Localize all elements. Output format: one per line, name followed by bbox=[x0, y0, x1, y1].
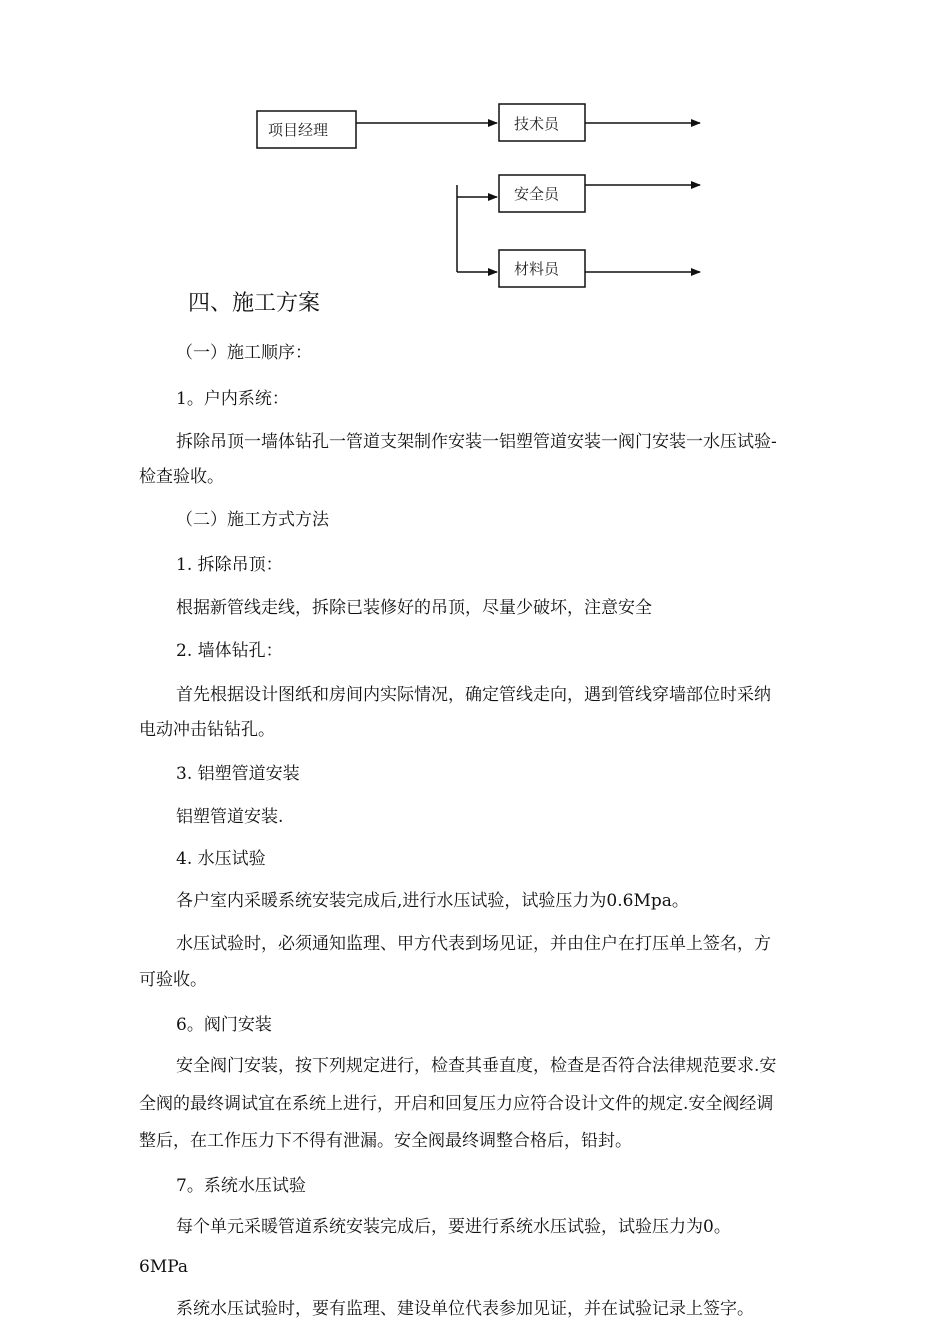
item-household-text-1: 拆除吊顶一墙体钻孔一管道支架制作安装一铝塑管道安装一阀门安装一水压试验- bbox=[176, 432, 777, 452]
item-household-text-2: 检查验收。 bbox=[139, 467, 224, 487]
safety-label: 安全员 bbox=[514, 185, 560, 203]
method2-title: 2. 墙体钻孔： bbox=[176, 641, 283, 661]
method6-text-2: 全阀的最终调试宜在系统上进行，开启和回复压力应符合设计文件的规定.安全阀经调 bbox=[139, 1094, 774, 1114]
item-household-title: 1。户内系统： bbox=[176, 389, 289, 409]
method7-title: 7。系统水压试验 bbox=[176, 1176, 306, 1196]
method7-text2: 系统水压试验时，要有监理、建设单位代表参加见证，并在试验记录上签字。 bbox=[176, 1299, 754, 1319]
method1-text: 根据新管线走线，拆除已装修好的吊顶，尽量少破坏，注意安全 bbox=[176, 598, 652, 618]
org-chart bbox=[0, 0, 950, 290]
subheading-methods: （二）施工方式方法 bbox=[176, 510, 329, 530]
section-title: 四、施工方案 bbox=[188, 291, 321, 316]
method3-title: 3. 铝塑管道安装 bbox=[176, 764, 300, 784]
method2-text-2: 电动冲击钻钻孔。 bbox=[139, 720, 275, 740]
method2-text-1: 首先根据设计图纸和房间内实际情况，确定管线走向，遇到管线穿墙部位时采纳 bbox=[176, 685, 771, 705]
method3-text: 铝塑管道安装. bbox=[176, 807, 284, 827]
method6-text-3: 整后，在工作压力下不得有泄漏。安全阀最终调整合格后，铅封。 bbox=[139, 1131, 632, 1151]
method7-text-2: 6MPa bbox=[139, 1257, 189, 1277]
method4-title: 4. 水压试验 bbox=[176, 849, 266, 869]
method1-title: 1. 拆除吊顶： bbox=[176, 555, 283, 575]
method4-text2-1: 水压试验时，必须通知监理、甲方代表到场见证，并由住户在打压单上签名，方 bbox=[176, 934, 771, 954]
tech-label: 技术员 bbox=[514, 115, 560, 133]
manager-label: 项目经理 bbox=[268, 121, 329, 139]
method6-text-1: 安全阀门安装，按下列规定进行，检查其垂直度，检查是否符合法律规范要求.安 bbox=[176, 1056, 777, 1076]
method4-text2-2: 可验收。 bbox=[139, 970, 207, 990]
subheading-order: （一）施工顺序： bbox=[176, 343, 312, 363]
method4-text: 各户室内采暖系统安装完成后,进行水压试验，试验压力为0.6Mpa。 bbox=[176, 891, 689, 911]
method6-title: 6。阀门安装 bbox=[176, 1015, 272, 1035]
method7-text-1: 每个单元采暖管道系统安装完成后，要进行系统水压试验，试验压力为0。 bbox=[176, 1217, 731, 1237]
material-label: 材料员 bbox=[514, 260, 560, 278]
